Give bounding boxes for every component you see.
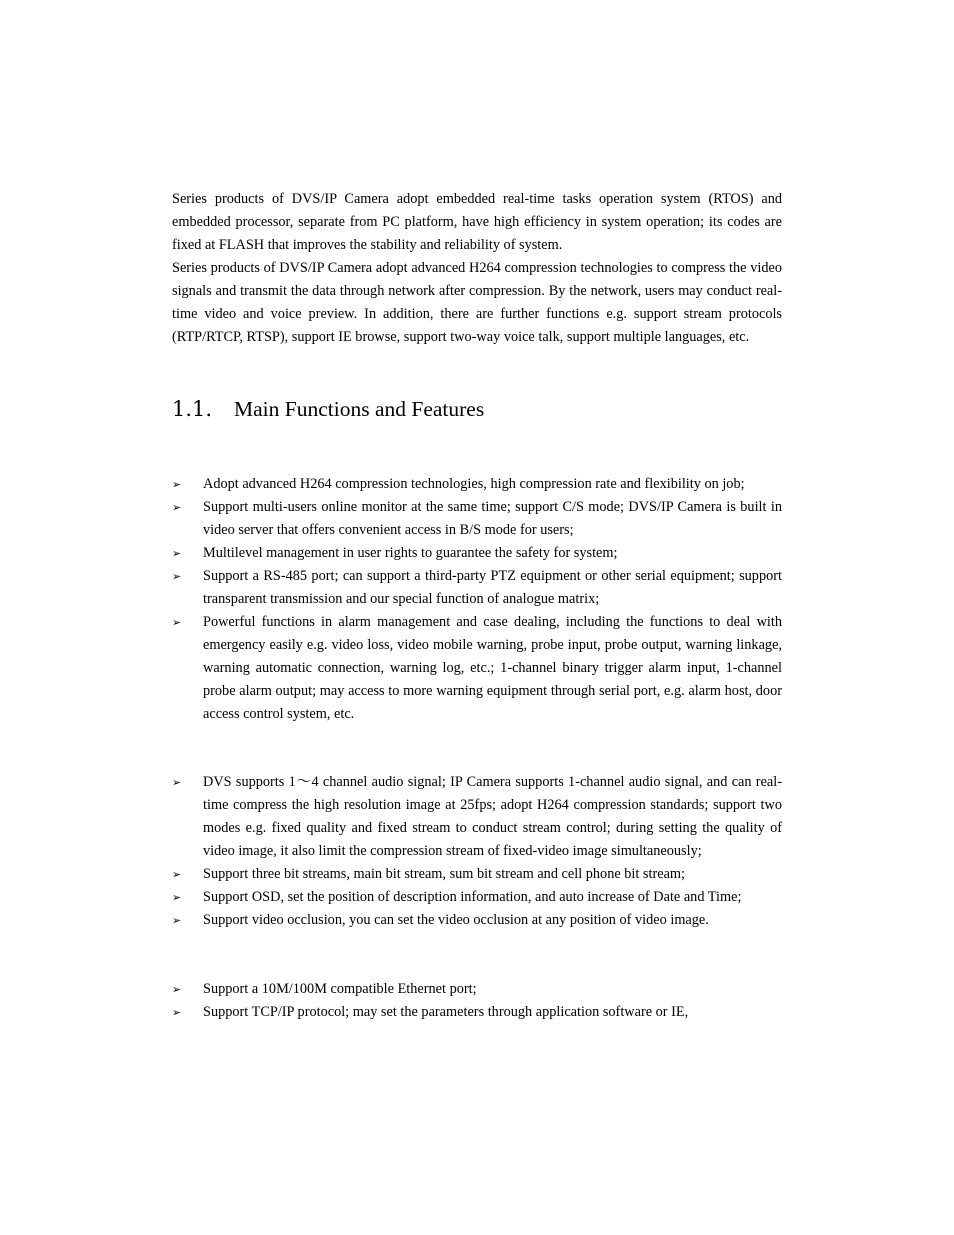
- feature-list-general: [172, 473, 782, 726]
- intro-paragraph-2: Series products of DVS/IP Camera adopt advanced H264 compression technologies to compress the video signals and transmit the data through network after compression. By the network, users may conduct real-time video and voice preview. In addition, there are further functions e.g. support stream protocols (RTP/RTCP, RTSP), support IE browse, support two-way voice talk, support multiple languages, etc.: [172, 260, 782, 345]
- list-item: [172, 1001, 782, 1024]
- list-item-text: Support multi-users online monitor at the same time; support C/S mode; DVS/IP Camera is built in video server that offers convenient access in B/S mode for users;: [203, 499, 782, 538]
- list-item-text: Support a RS-485 port; can support a third-party PTZ equipment or other serial equipment; support transparent transmission and our special function of analogue matrix;: [203, 568, 782, 607]
- list-item-text: Powerful functions in alarm management and case dealing, including the functions to deal with emergency easily e.g. video loss, video mobile warning, probe input, probe output, warning linkage, warning automatic connection, warning log, etc.; 1-channel binary trigger alarm input, 1-channel probe alarm output; may access to more warning equipment through serial port, e.g. alarm host, door access control system, etc.: [203, 614, 782, 722]
- list-item: [172, 496, 782, 542]
- list-item: [172, 771, 782, 863]
- section-number: 1.1.: [172, 397, 213, 421]
- list-item: [172, 611, 782, 726]
- list-item: [172, 978, 782, 1001]
- list-item-text: Support three bit streams, main bit stream, sum bit stream and cell phone bit stream;: [203, 866, 686, 882]
- list-item-text: DVS supports 1～4 channel audio signal; IP Camera supports 1-channel audio signal, and can real-time compress the high resolution image at 25fps; adopt H264 compression standards; support two modes e.g. fixed quality and fixed stream to conduct stream control; during setting the quality of video image, it also limit the compression stream of fixed-video image simultaneously;: [203, 774, 782, 859]
- list-item: [172, 886, 782, 909]
- intro-paragraph-1: Series products of DVS/IP Camera adopt embedded real-time tasks operation system (RTOS) and embedded processor, separate from PC platform, have high efficiency in system operation; its codes are fixed at FLASH that improves the stability and reliability of system.: [172, 191, 782, 253]
- list-item-text: Support a 10M/100M compatible Ethernet port;: [203, 981, 477, 997]
- list-item-text: Support video occlusion, you can set the video occlusion at any position of video image.: [203, 912, 709, 928]
- list-item: [172, 473, 782, 496]
- section-title: Main Functions and Features: [234, 397, 485, 421]
- list-item: [172, 863, 782, 886]
- arrowhead-bullet-icon: ➢: [172, 570, 182, 583]
- list-item-text: Multilevel management in user rights to guarantee the safety for system;: [203, 545, 618, 561]
- arrowhead-bullet-icon: ➢: [172, 891, 182, 904]
- arrowhead-bullet-icon: ➢: [172, 983, 182, 996]
- list-item-text: Adopt advanced H264 compression technologies, high compression rate and flexibility on job;: [203, 476, 745, 492]
- document-body: [172, 188, 782, 1024]
- arrowhead-bullet-icon: ➢: [172, 616, 182, 629]
- section-heading: [172, 394, 782, 424]
- list-item: [172, 909, 782, 932]
- arrowhead-bullet-icon: ➢: [172, 914, 182, 927]
- feature-list-network: [172, 978, 782, 1024]
- arrowhead-bullet-icon: ➢: [172, 547, 182, 560]
- list-item: [172, 565, 782, 611]
- arrowhead-bullet-icon: ➢: [172, 776, 182, 789]
- list-item: [172, 542, 782, 565]
- feature-list-video: [172, 771, 782, 932]
- list-item-text: Support TCP/IP protocol; may set the parameters through application software or IE,: [203, 1004, 689, 1020]
- arrowhead-bullet-icon: ➢: [172, 501, 182, 514]
- arrowhead-bullet-icon: ➢: [172, 868, 182, 881]
- arrowhead-bullet-icon: ➢: [172, 478, 182, 491]
- list-item-text: Support OSD, set the position of description information, and auto increase of Date and Time;: [203, 889, 742, 905]
- arrowhead-bullet-icon: ➢: [172, 1006, 182, 1019]
